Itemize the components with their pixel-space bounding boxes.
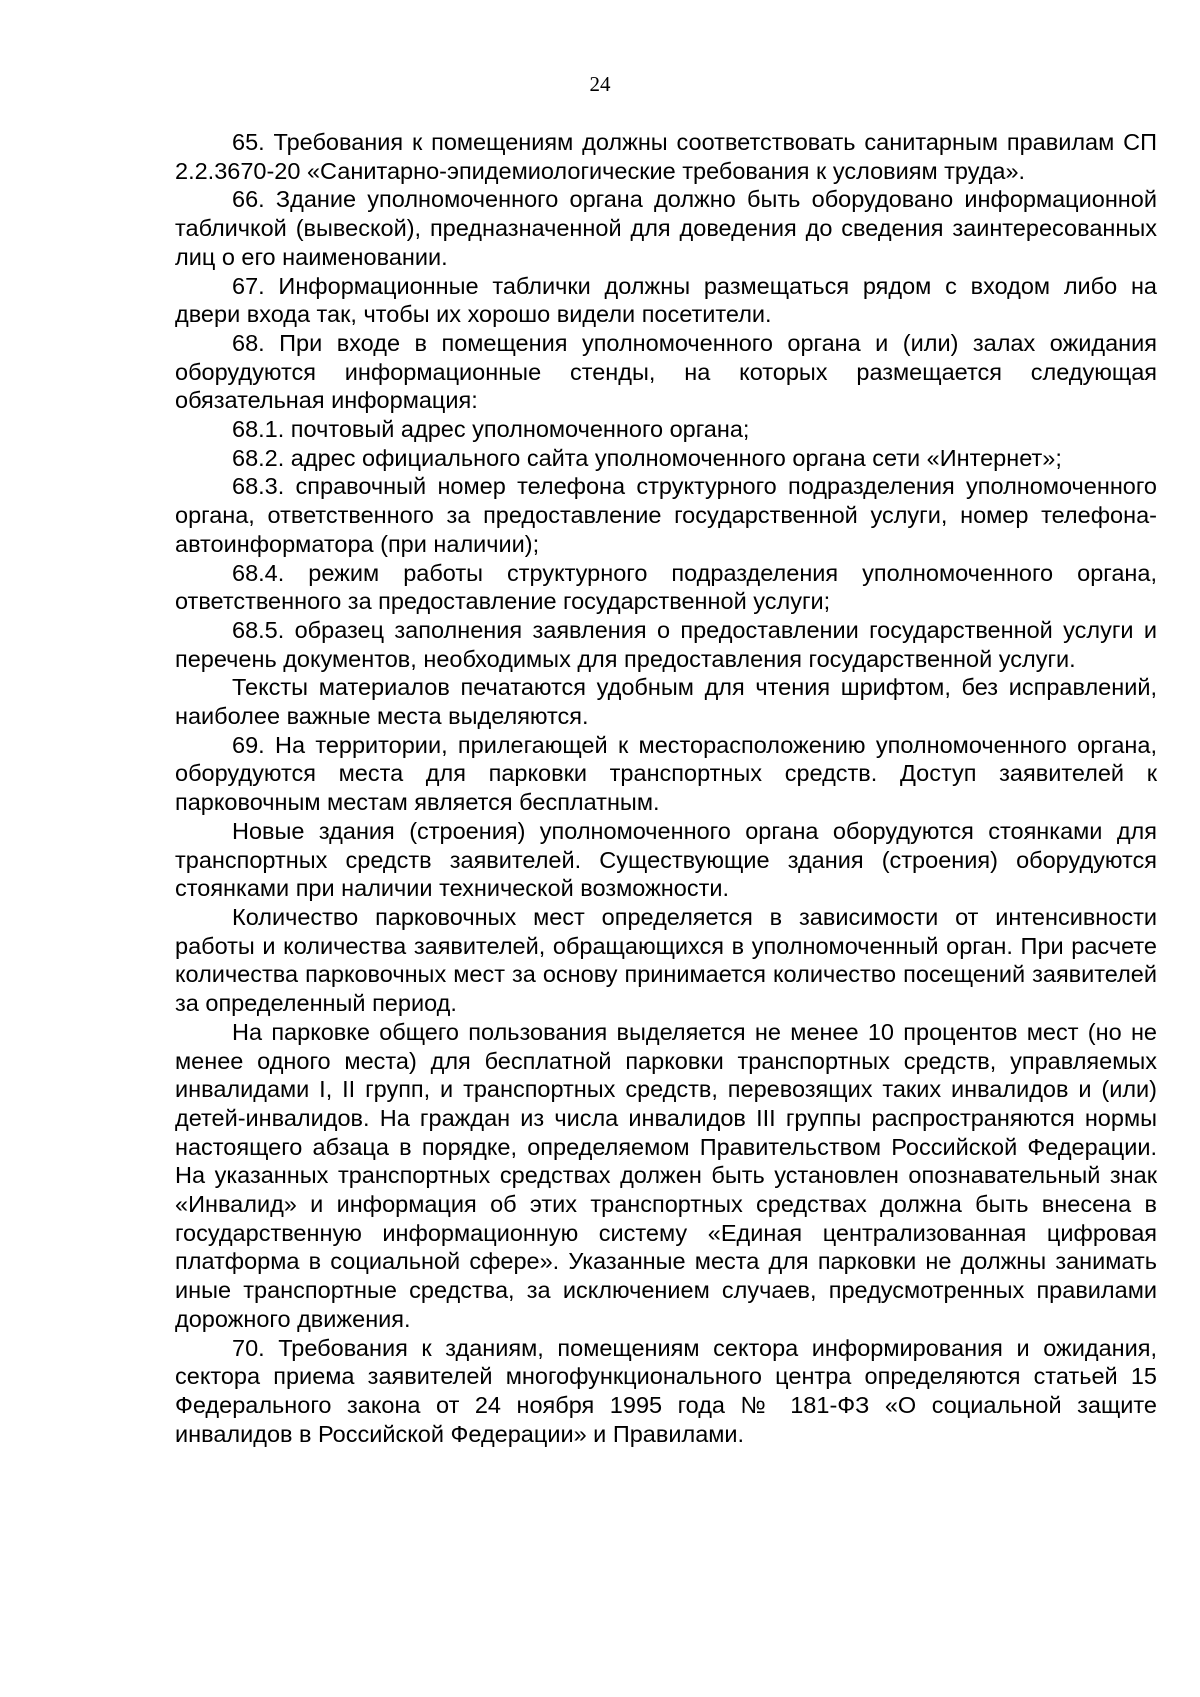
paragraph-68-5: 68.5. образец заполнения заявления о предоставлении государственной услуги и перечень документов, необходимых для предоставления государственной услуги. [175, 616, 1157, 672]
paragraph-70: 70. Требования к зданиям, помещениям сектора информирования и ожидания, сектора приема заявителей многофункционального центра определяются статьей 15 Федерального закона от 24 ноября 1995 года № 181-ФЗ «О социальной защите инвалидов в Российской Федерации» и Правилами. [175, 1334, 1157, 1447]
paragraph-68-3: 68.3. справочный номер телефона структурного подразделения уполномоченного органа, ответственного за предоставление государственной услуги, номер телефона-автоинформатора (при наличии); [175, 473, 1157, 557]
paragraph-68-4: 68.4. режим работы структурного подразделения уполномоченного органа, ответственного за предоставление государственной услуги; [175, 559, 1157, 615]
paragraph-67: 67. Информационные таблички должны размещаться рядом с входом либо на двери входа так, чтобы их хорошо видели посетители. [175, 272, 1157, 328]
paragraph-materials-note: Тексты материалов печатаются удобным для чтения шрифтом, без исправлений, наиболее важные места выделяются. [175, 674, 1157, 730]
paragraph-disabled-parking: На парковке общего пользования выделяется не менее 10 процентов мест (но не менее одного места) для бесплатной парковки транспортных средств, управляемых инвалидами I, II групп, и транспортных средств, перевозящих таких инвалидов и (или) детей-инвалидов. На граждан из числа инвалидов III группы распространяются нормы настоящего абзаца в порядке, определяемом Правительством Российской Федерации. На указанных транспортных средствах должен быть установлен опознавательный знак «Инвалид» и информация об этих транспортных средствах должна быть внесена в государственную информационную систему «Единая централизованная цифровая платформа в социальной сфере». Указанные места для парковки не должны занимать иные транспортные средства, за исключением случаев, предусмотренных правилами дорожного движения. [175, 1018, 1157, 1332]
paragraph-68: 68. При входе в помещения уполномоченного органа и (или) залах ожидания оборудуются информационные стенды, на которых размещается следующая обязательная информация: [175, 329, 1157, 414]
page-number: 24 [589, 72, 611, 96]
paragraph-68-2: 68.2. адрес официального сайта уполномоченного органа сети «Интернет»; [232, 444, 1062, 471]
paragraph-65: 65. Требования к помещениям должны соответствовать санитарным правилам СП 2.2.3670-20 «Санитарно-эпидемиологические требования к условиям труда». [175, 129, 1157, 184]
document-body [175, 128, 1157, 1448]
paragraph-69: 69. На территории, прилегающей к месторасположению уполномоченного органа, оборудуются места для парковки транспортных средств. Доступ заявителей к парковочным местам является бесплатным. [175, 731, 1157, 816]
paragraph-66: 66. Здание уполномоченного органа должно быть оборудовано информационной табличкой (вывеской), предназначенной для доведения до сведения заинтересованных лиц о его наименовании. [175, 186, 1157, 270]
paragraph-new-buildings: Новые здания (строения) уполномоченного органа оборудуются стоянками для транспортных средств заявителей. Существующие здания (строения) оборудуются стоянками при наличии технической возможности. [175, 817, 1157, 902]
paragraph-68-1: 68.1. почтовый адрес уполномоченного органа; [232, 416, 750, 443]
paragraph-parking-count: Количество парковочных мест определяется в зависимости от интенсивности работы и количества заявителей, обращающихся в уполномоченный орган. При расчете количества парковочных мест за основу принимается количество посещений заявителей за определенный период. [175, 903, 1157, 1017]
